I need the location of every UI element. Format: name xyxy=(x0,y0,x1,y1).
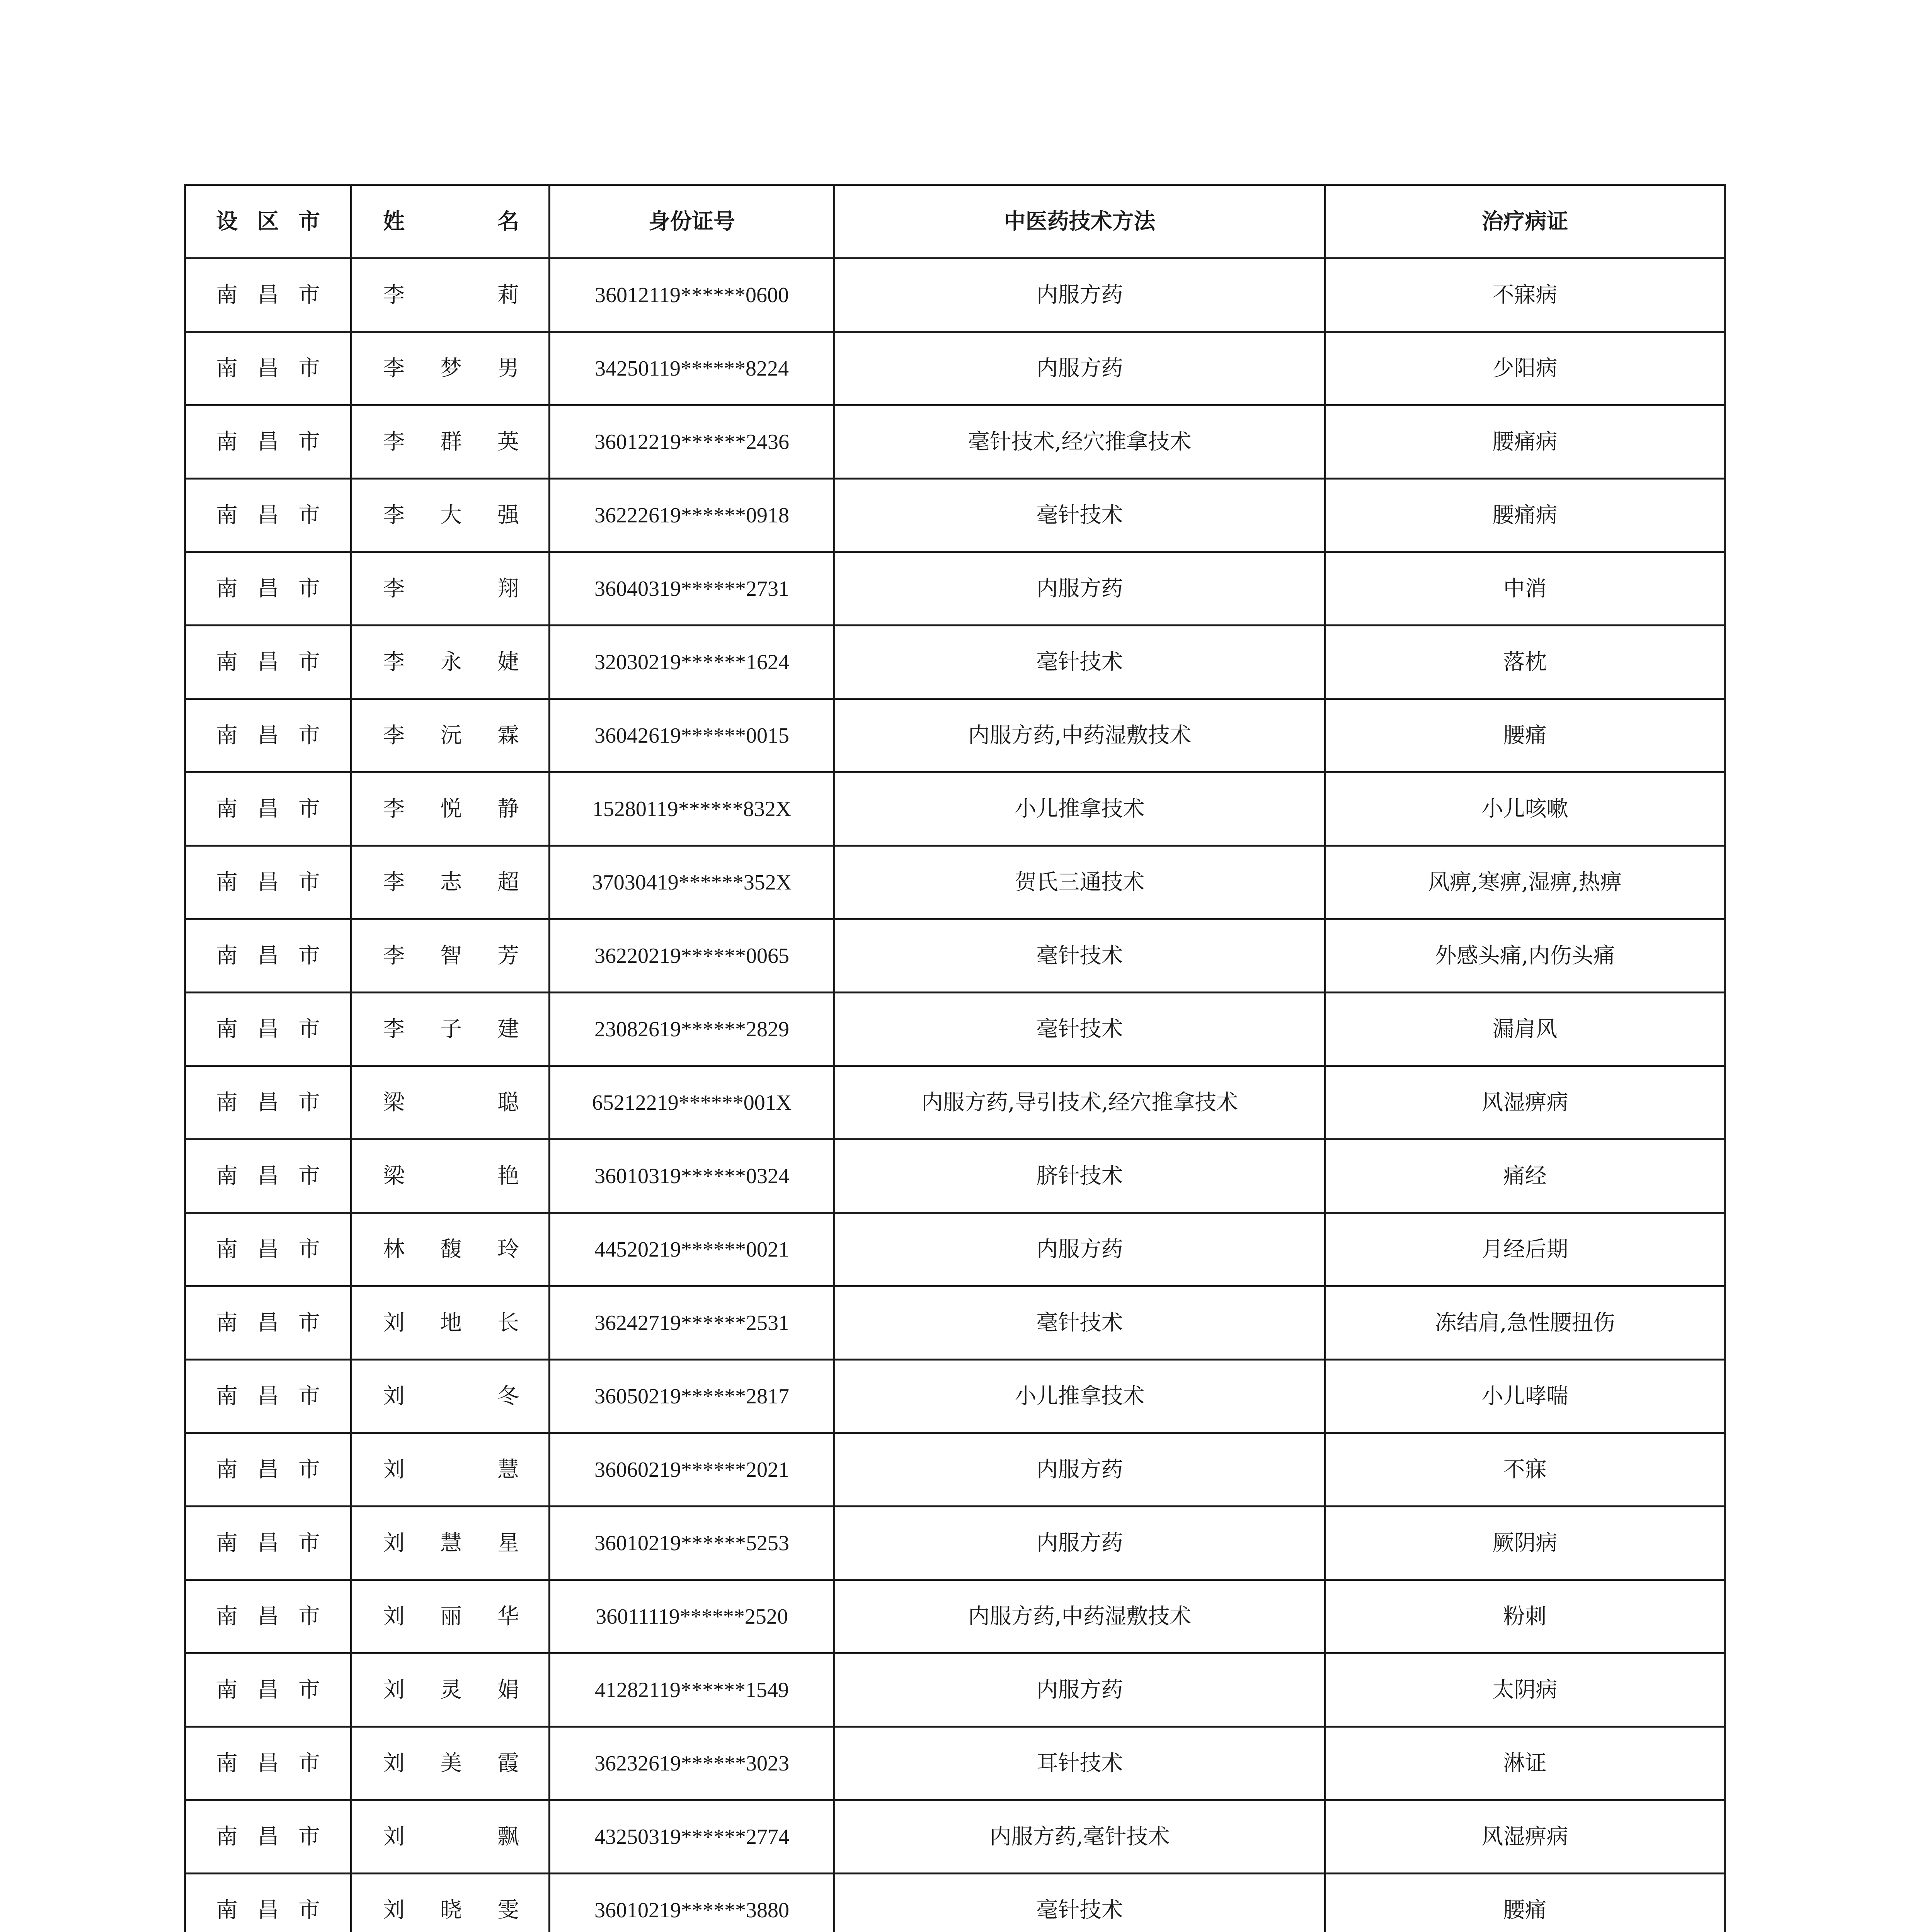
cell-treated-disease: 淋证 xyxy=(1325,1727,1725,1800)
cell-treated-disease: 腰痛 xyxy=(1325,1874,1725,1932)
table-row xyxy=(185,479,1725,552)
cell-city xyxy=(185,993,351,1066)
cell-city xyxy=(185,1139,351,1213)
cell-treated-disease: 小儿咳嗽 xyxy=(1325,772,1725,846)
cell-city xyxy=(185,259,351,332)
cell-id-number: 36040319******2731 xyxy=(550,552,834,626)
spread-text: 刘 地 长 xyxy=(383,1310,519,1335)
table-row xyxy=(185,1874,1725,1932)
spread-text: 南 昌 市 xyxy=(216,1530,320,1556)
spread-text: 李 子 建 xyxy=(383,1016,519,1042)
cell-name xyxy=(351,1874,550,1932)
cell-name xyxy=(351,1727,550,1800)
spread-text: 南 昌 市 xyxy=(216,282,320,308)
cell-name xyxy=(351,846,550,919)
cell-name xyxy=(351,1433,550,1507)
cell-id-number: 43250319******2774 xyxy=(550,1800,834,1874)
spread-text: 南 昌 市 xyxy=(216,502,320,528)
cell-tcm-method: 贺氏三通技术 xyxy=(834,846,1325,919)
cell-name xyxy=(351,1066,550,1139)
spread-text: 李 大 强 xyxy=(383,502,519,528)
cell-treated-disease: 中消 xyxy=(1325,552,1725,626)
cell-city xyxy=(185,1874,351,1932)
table-row xyxy=(185,1139,1725,1213)
spread-text: 林 馥 玲 xyxy=(383,1236,519,1262)
cell-name xyxy=(351,1507,550,1580)
cell-treated-disease: 不寐 xyxy=(1325,1433,1725,1507)
cell-name xyxy=(351,1800,550,1874)
cell-city xyxy=(185,405,351,479)
table-row xyxy=(185,1066,1725,1139)
cell-tcm-method: 内服方药 xyxy=(834,259,1325,332)
cell-city xyxy=(185,1213,351,1286)
cell-treated-disease: 风湿痹病 xyxy=(1325,1066,1725,1139)
table-row xyxy=(185,699,1725,772)
cell-id-number: 36012119******0600 xyxy=(550,259,834,332)
spread-text: 南 昌 市 xyxy=(216,1897,320,1923)
table-row xyxy=(185,1360,1725,1433)
cell-city xyxy=(185,1580,351,1653)
cell-name xyxy=(351,259,550,332)
cell-city xyxy=(185,1360,351,1433)
cell-treated-disease: 痛经 xyxy=(1325,1139,1725,1213)
spread-text: 南 昌 市 xyxy=(216,1824,320,1849)
cell-treated-disease: 厥阴病 xyxy=(1325,1507,1725,1580)
spread-text: 南 昌 市 xyxy=(216,723,320,748)
table-row xyxy=(185,1580,1725,1653)
spread-text: 梁 聪 xyxy=(383,1090,519,1115)
cell-city xyxy=(185,1507,351,1580)
cell-id-number: 32030219******1624 xyxy=(550,626,834,699)
cell-tcm-method: 内服方药 xyxy=(834,1213,1325,1286)
header-id-number: 身份证号 xyxy=(550,185,834,259)
cell-tcm-method: 毫针技术 xyxy=(834,479,1325,552)
cell-city xyxy=(185,1800,351,1874)
cell-tcm-method: 内服方药,导引技术,经穴推拿技术 xyxy=(834,1066,1325,1139)
cell-id-number: 41282119******1549 xyxy=(550,1653,834,1727)
table-row xyxy=(185,1727,1725,1800)
cell-tcm-method: 毫针技术 xyxy=(834,1874,1325,1932)
spread-text: 南 昌 市 xyxy=(216,649,320,675)
spread-text: 李 志 超 xyxy=(383,869,519,895)
spread-text: 南 昌 市 xyxy=(216,429,320,454)
spread-text: 南 昌 市 xyxy=(216,869,320,895)
cell-city xyxy=(185,1066,351,1139)
cell-treated-disease: 小儿哮喘 xyxy=(1325,1360,1725,1433)
cell-treated-disease: 风湿痹病 xyxy=(1325,1800,1725,1874)
spread-text: 刘 灵 娟 xyxy=(383,1677,519,1702)
cell-treated-disease: 太阴病 xyxy=(1325,1653,1725,1727)
cell-tcm-method: 内服方药,中药湿敷技术 xyxy=(834,699,1325,772)
table-row xyxy=(185,846,1725,919)
cell-treated-disease: 月经后期 xyxy=(1325,1213,1725,1286)
cell-tcm-method: 内服方药,中药湿敷技术 xyxy=(834,1580,1325,1653)
cell-id-number: 44520219******0021 xyxy=(550,1213,834,1286)
spread-text: 南 昌 市 xyxy=(216,796,320,821)
cell-id-number: 36010319******0324 xyxy=(550,1139,834,1213)
cell-tcm-method: 小儿推拿技术 xyxy=(834,1360,1325,1433)
spread-text: 刘 丽 华 xyxy=(383,1604,519,1629)
cell-id-number: 36232619******3023 xyxy=(550,1727,834,1800)
spread-text: 李 翔 xyxy=(383,576,519,601)
cell-id-number: 36042619******0015 xyxy=(550,699,834,772)
cell-tcm-method: 脐针技术 xyxy=(834,1139,1325,1213)
spread-text: 姓 名 xyxy=(383,209,519,234)
spread-text: 南 昌 市 xyxy=(216,943,320,968)
cell-name xyxy=(351,552,550,626)
table-row xyxy=(185,993,1725,1066)
header-name xyxy=(351,185,550,259)
cell-city xyxy=(185,552,351,626)
cell-tcm-method: 内服方药 xyxy=(834,1653,1325,1727)
cell-tcm-method: 内服方药,毫针技术 xyxy=(834,1800,1325,1874)
cell-treated-disease: 粉刺 xyxy=(1325,1580,1725,1653)
cell-city xyxy=(185,846,351,919)
cell-city xyxy=(185,1727,351,1800)
cell-tcm-method: 毫针技术 xyxy=(834,993,1325,1066)
cell-name xyxy=(351,1360,550,1433)
cell-name xyxy=(351,1580,550,1653)
cell-id-number: 36242719******2531 xyxy=(550,1286,834,1360)
cell-tcm-method: 内服方药 xyxy=(834,1433,1325,1507)
spread-text: 李 梦 男 xyxy=(383,355,519,381)
table-row xyxy=(185,1800,1725,1874)
table-row xyxy=(185,259,1725,332)
table-row xyxy=(185,1213,1725,1286)
cell-tcm-method: 毫针技术 xyxy=(834,1286,1325,1360)
cell-id-number: 23082619******2829 xyxy=(550,993,834,1066)
spread-text: 南 昌 市 xyxy=(216,1236,320,1262)
spread-text: 李 莉 xyxy=(383,282,519,308)
spread-text: 南 昌 市 xyxy=(216,1457,320,1482)
cell-id-number: 36050219******2817 xyxy=(550,1360,834,1433)
spread-text: 刘 晓 雯 xyxy=(383,1897,519,1923)
spread-text: 南 昌 市 xyxy=(216,1310,320,1335)
spread-text: 南 昌 市 xyxy=(216,1604,320,1629)
cell-id-number: 36010219******3880 xyxy=(550,1874,834,1932)
cell-id-number: 37030419******352X xyxy=(550,846,834,919)
spread-text: 刘 美 霞 xyxy=(383,1750,519,1776)
cell-name xyxy=(351,919,550,993)
cell-name xyxy=(351,1213,550,1286)
cell-city xyxy=(185,479,351,552)
cell-id-number: 36220219******0065 xyxy=(550,919,834,993)
cell-tcm-method: 小儿推拿技术 xyxy=(834,772,1325,846)
cell-city xyxy=(185,699,351,772)
cell-treated-disease: 腰痛 xyxy=(1325,699,1725,772)
cell-treated-disease: 外感头痛,内伤头痛 xyxy=(1325,919,1725,993)
cell-tcm-method: 内服方药 xyxy=(834,1507,1325,1580)
cell-name xyxy=(351,1653,550,1727)
cell-id-number: 65212219******001X xyxy=(550,1066,834,1139)
cell-tcm-method: 毫针技术,经穴推拿技术 xyxy=(834,405,1325,479)
spread-text: 南 昌 市 xyxy=(216,355,320,381)
spread-text: 刘 慧 xyxy=(383,1457,519,1482)
cell-name xyxy=(351,332,550,405)
cell-tcm-method: 内服方药 xyxy=(834,332,1325,405)
cell-name xyxy=(351,405,550,479)
cell-treated-disease: 少阳病 xyxy=(1325,332,1725,405)
spread-text: 南 昌 市 xyxy=(216,1016,320,1042)
table-row xyxy=(185,1433,1725,1507)
spread-text: 南 昌 市 xyxy=(216,576,320,601)
cell-treated-disease: 不寐病 xyxy=(1325,259,1725,332)
table-row xyxy=(185,1653,1725,1727)
spread-text: 李 永 婕 xyxy=(383,649,519,675)
cell-id-number: 36010219******5253 xyxy=(550,1507,834,1580)
cell-name xyxy=(351,479,550,552)
spread-text: 梁 艳 xyxy=(383,1163,519,1189)
spread-text: 南 昌 市 xyxy=(216,1750,320,1776)
table-row xyxy=(185,405,1725,479)
cell-tcm-method: 耳针技术 xyxy=(834,1727,1325,1800)
header-tcm-method: 中医药技术方法 xyxy=(834,185,1325,259)
cell-treated-disease: 风痹,寒痹,湿痹,热痹 xyxy=(1325,846,1725,919)
table-row xyxy=(185,1507,1725,1580)
header-city xyxy=(185,185,351,259)
cell-name xyxy=(351,993,550,1066)
cell-city xyxy=(185,626,351,699)
cell-treated-disease: 冻结肩,急性腰扭伤 xyxy=(1325,1286,1725,1360)
spread-text: 李 智 芳 xyxy=(383,943,519,968)
spread-text: 李 群 英 xyxy=(383,429,519,454)
cell-id-number: 36060219******2021 xyxy=(550,1433,834,1507)
spread-text: 刘 飘 xyxy=(383,1824,519,1849)
cell-treated-disease: 腰痛病 xyxy=(1325,479,1725,552)
cell-city xyxy=(185,1653,351,1727)
cell-tcm-method: 内服方药 xyxy=(834,552,1325,626)
cell-name xyxy=(351,1139,550,1213)
cell-city xyxy=(185,1286,351,1360)
table-row xyxy=(185,626,1725,699)
spread-text: 南 昌 市 xyxy=(216,1383,320,1409)
table-row xyxy=(185,919,1725,993)
cell-treated-disease: 落枕 xyxy=(1325,626,1725,699)
spread-text: 设 区 市 xyxy=(216,209,320,234)
cell-name xyxy=(351,772,550,846)
cell-tcm-method: 毫针技术 xyxy=(834,919,1325,993)
header-treated-disease: 治疗病证 xyxy=(1325,185,1725,259)
table-row xyxy=(185,332,1725,405)
spread-text: 李 悦 静 xyxy=(383,796,519,821)
cell-id-number: 15280119******832X xyxy=(550,772,834,846)
spread-text: 南 昌 市 xyxy=(216,1163,320,1189)
cell-name xyxy=(351,626,550,699)
spread-text: 南 昌 市 xyxy=(216,1677,320,1702)
table-row xyxy=(185,772,1725,846)
cell-id-number: 34250119******8224 xyxy=(550,332,834,405)
cell-city xyxy=(185,332,351,405)
cell-treated-disease: 漏肩风 xyxy=(1325,993,1725,1066)
spread-text: 刘 冬 xyxy=(383,1383,519,1409)
spread-text: 刘 慧 星 xyxy=(383,1530,519,1556)
cell-id-number: 36011119******2520 xyxy=(550,1580,834,1653)
cell-treated-disease: 腰痛病 xyxy=(1325,405,1725,479)
table-row xyxy=(185,1286,1725,1360)
cell-city xyxy=(185,919,351,993)
cell-id-number: 36222619******0918 xyxy=(550,479,834,552)
spread-text: 南 昌 市 xyxy=(216,1090,320,1115)
cell-id-number: 36012219******2436 xyxy=(550,405,834,479)
spread-text: 李 沅 霖 xyxy=(383,723,519,748)
table-row xyxy=(185,552,1725,626)
table-body xyxy=(185,259,1725,1932)
cell-city xyxy=(185,772,351,846)
cell-name xyxy=(351,1286,550,1360)
table-header-row xyxy=(185,185,1725,259)
cell-tcm-method: 毫针技术 xyxy=(834,626,1325,699)
cell-city xyxy=(185,1433,351,1507)
roster-table xyxy=(184,184,1726,1932)
cell-name xyxy=(351,699,550,772)
